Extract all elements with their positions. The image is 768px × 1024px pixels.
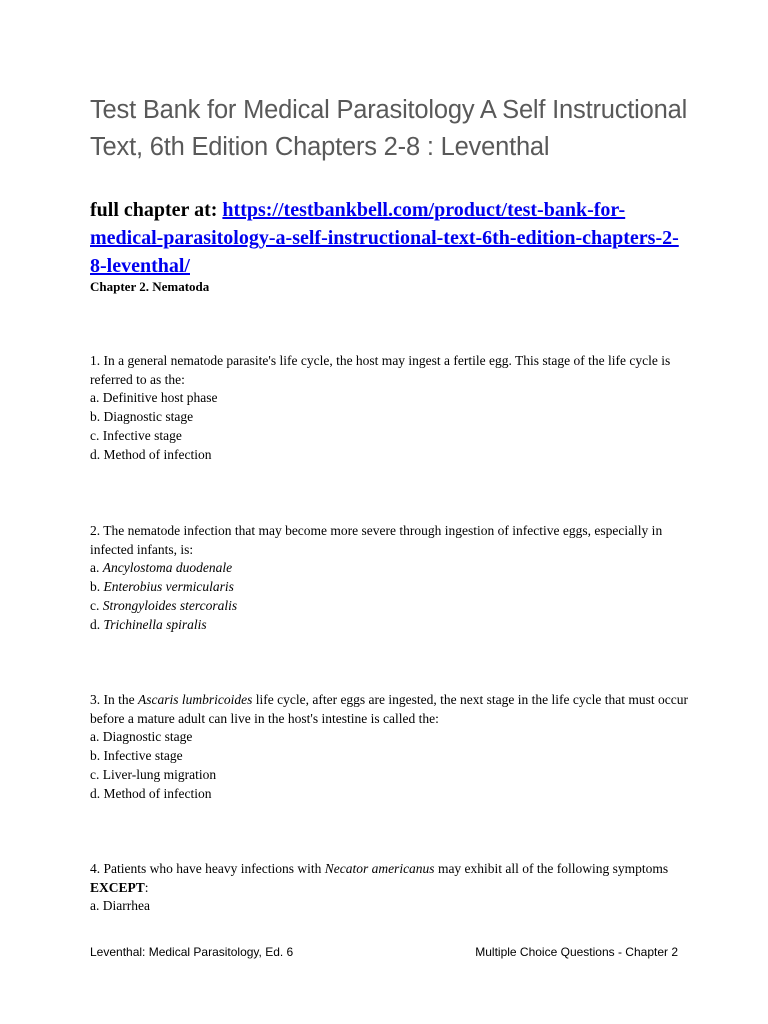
answer-option: c. Liver-lung migration (90, 766, 217, 782)
emphasis-text: EXCEPT (90, 879, 145, 895)
species-name: Strongyloides stercoralis (102, 597, 238, 613)
option-letter: b. (90, 579, 104, 595)
species-name: Ascaris lumbricoides (138, 692, 253, 707)
full-chapter-line (90, 196, 690, 280)
document-title: Test Bank for Medical Parasitology A Self Instructional Text, 6th Edition Chapters 2-8 : Leventhal (90, 96, 688, 161)
stem-text: may exhibit all of the following symptoms (434, 861, 669, 876)
species-name: Enterobius vermicularis (103, 579, 234, 595)
stem-text: 3. In the (90, 692, 138, 707)
option-letter: c. (90, 597, 103, 613)
footer-left: Leventhal: Medical Parasitology, Ed. 6 (90, 945, 294, 959)
question-stem (90, 691, 690, 728)
page-footer (90, 945, 678, 959)
answer-option (90, 578, 690, 597)
stem-text: 4. Patients who have heavy infections with (90, 861, 325, 876)
answer-option: b. Infective stage (90, 748, 183, 764)
species-name: Necator americanus (324, 861, 435, 876)
full-chapter-link[interactable]: https://testbankbell.com/product/test-bank-for-medical-parasitology-a-self-instructional-text-6th-edition-chapters-2-8-leventhal/ (90, 199, 679, 277)
question-stem: 1. In a general nematode parasite's life cycle, the host may ingest a fertile egg. This stage of the life cycle is referred to as the: (90, 353, 671, 387)
question-1 (90, 352, 690, 464)
species-name: Trichinella spiralis (103, 616, 207, 632)
answer-option: a. Diarrhea (90, 898, 150, 914)
question-stem: 2. The nematode infection that may become more severe through ingestion of infective eggs, especially in infected infants, is: (90, 523, 663, 557)
chapter-heading: Chapter 2. Nematoda (90, 279, 210, 294)
stem-text: life cycle, after eggs are ingested, the next stage in the life cycle that must occur before a mature adult can live in the host's intestine is called the: (90, 692, 688, 726)
answer-option (90, 597, 690, 616)
stem-text: : (144, 879, 149, 895)
option-letter: d. (90, 616, 104, 632)
footer-right: Multiple Choice Questions - Chapter 2 (475, 945, 678, 959)
question-4 (90, 860, 690, 916)
species-name: Ancylostoma duodenale (102, 560, 233, 576)
answer-option: a. Definitive host phase (90, 390, 218, 406)
question-3 (90, 691, 690, 803)
answer-option: d. Method of infection (90, 446, 212, 462)
question-2 (90, 522, 690, 634)
answer-option: b. Diagnostic stage (90, 409, 194, 425)
answer-option: c. Infective stage (90, 427, 182, 443)
question-stem (90, 860, 690, 897)
full-chapter-label: full chapter at: (90, 199, 223, 221)
answer-option (90, 559, 690, 578)
answer-option (90, 616, 690, 635)
answer-option: a. Diagnostic stage (90, 729, 193, 745)
option-letter: a. (90, 560, 103, 576)
answer-option: d. Method of infection (90, 785, 212, 801)
